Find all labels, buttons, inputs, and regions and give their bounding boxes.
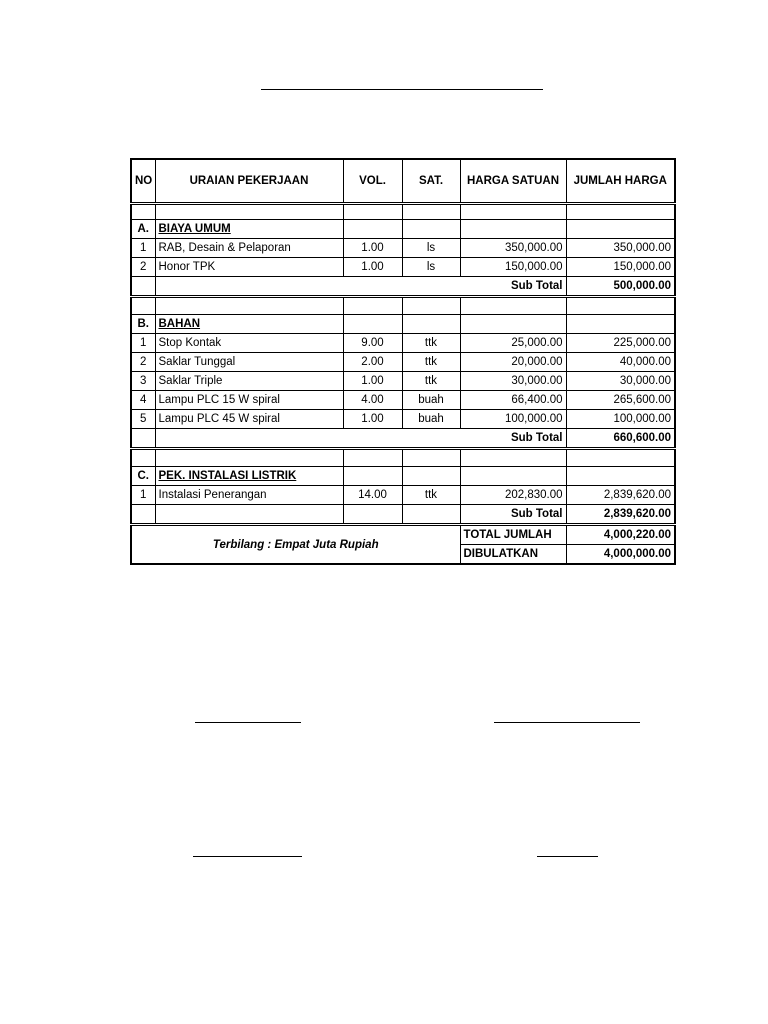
item-sat: ls	[402, 239, 460, 258]
item-no: 3	[131, 372, 155, 391]
cost-estimate-table	[130, 158, 676, 565]
header-uraian: URAIAN PEKERJAAN	[155, 159, 343, 204]
subtotal-label: Sub Total	[460, 505, 566, 525]
subtotal-value: 500,000.00	[566, 277, 675, 297]
section-letter: A.	[131, 220, 155, 239]
item-jumlah: 350,000.00	[566, 239, 675, 258]
table-row	[131, 410, 675, 429]
item-uraian: Saklar Tunggal	[155, 353, 343, 372]
table-header-row	[131, 159, 675, 204]
section-header-row	[131, 467, 675, 486]
item-sat: buah	[402, 391, 460, 410]
item-sat: ttk	[402, 334, 460, 353]
item-uraian: Saklar Triple	[155, 372, 343, 391]
header-vol: VOL.	[343, 159, 402, 204]
total-value: 4,000,220.00	[566, 525, 675, 545]
subtotal-row	[131, 277, 675, 297]
item-vol: 14.00	[343, 486, 402, 505]
item-harga: 25,000.00	[460, 334, 566, 353]
item-uraian: Honor TPK	[155, 258, 343, 277]
item-harga: 350,000.00	[460, 239, 566, 258]
header-jumlah-harga: JUMLAH HARGA	[566, 159, 675, 204]
section-header-row	[131, 220, 675, 239]
item-sat: ttk	[402, 486, 460, 505]
section-header-row	[131, 315, 675, 334]
item-no: 1	[131, 334, 155, 353]
table-row	[131, 258, 675, 277]
header-harga-satuan: HARGA SATUAN	[460, 159, 566, 204]
subtotal-row	[131, 429, 675, 449]
total-label: TOTAL JUMLAH	[460, 525, 566, 545]
table-row	[131, 239, 675, 258]
section-letter: C.	[131, 467, 155, 486]
table-row	[131, 334, 675, 353]
item-harga: 20,000.00	[460, 353, 566, 372]
item-vol: 1.00	[343, 410, 402, 429]
item-vol: 9.00	[343, 334, 402, 353]
signature-line-left-top	[195, 722, 301, 723]
spacer-row	[131, 449, 675, 467]
header-sat: SAT.	[402, 159, 460, 204]
signature-line-right-bottom	[537, 856, 598, 857]
spacer-row	[131, 297, 675, 315]
item-uraian: Instalasi Penerangan	[155, 486, 343, 505]
terbilang-text: Terbilang : Empat Juta Rupiah	[131, 525, 460, 565]
item-vol: 1.00	[343, 372, 402, 391]
subtotal-row	[131, 505, 675, 525]
section-title: PEK. INSTALASI LISTRIK	[155, 467, 343, 486]
item-no: 4	[131, 391, 155, 410]
title-underline	[261, 89, 543, 90]
item-vol: 1.00	[343, 239, 402, 258]
table-row	[131, 353, 675, 372]
subtotal-value: 2,839,620.00	[566, 505, 675, 525]
signature-line-right-top	[494, 722, 640, 723]
total-row	[131, 525, 675, 545]
table-row	[131, 391, 675, 410]
item-vol: 1.00	[343, 258, 402, 277]
header-no: NO	[131, 159, 155, 204]
item-no: 1	[131, 486, 155, 505]
rounded-label: DIBULATKAN	[460, 545, 566, 565]
section-title: BAHAN	[155, 315, 343, 334]
item-jumlah: 150,000.00	[566, 258, 675, 277]
table-row	[131, 372, 675, 391]
item-jumlah: 225,000.00	[566, 334, 675, 353]
item-sat: ttk	[402, 372, 460, 391]
section-letter: B.	[131, 315, 155, 334]
subtotal-label: Sub Total	[155, 277, 566, 297]
item-no: 2	[131, 258, 155, 277]
item-sat: buah	[402, 410, 460, 429]
item-uraian: Stop Kontak	[155, 334, 343, 353]
item-uraian: Lampu PLC 45 W spiral	[155, 410, 343, 429]
item-uraian: RAB, Desain & Pelaporan	[155, 239, 343, 258]
item-jumlah: 30,000.00	[566, 372, 675, 391]
item-harga: 66,400.00	[460, 391, 566, 410]
item-harga: 30,000.00	[460, 372, 566, 391]
item-sat: ls	[402, 258, 460, 277]
item-no: 5	[131, 410, 155, 429]
item-jumlah: 40,000.00	[566, 353, 675, 372]
item-no: 2	[131, 353, 155, 372]
item-harga: 150,000.00	[460, 258, 566, 277]
item-sat: ttk	[402, 353, 460, 372]
section-title: BIAYA UMUM	[155, 220, 343, 239]
spacer-row	[131, 204, 675, 220]
item-uraian: Lampu PLC 15 W spiral	[155, 391, 343, 410]
item-harga: 202,830.00	[460, 486, 566, 505]
signature-line-left-bottom	[193, 856, 302, 857]
item-vol: 2.00	[343, 353, 402, 372]
item-no: 1	[131, 239, 155, 258]
subtotal-value: 660,600.00	[566, 429, 675, 449]
table-row	[131, 486, 675, 505]
item-jumlah: 2,839,620.00	[566, 486, 675, 505]
item-jumlah: 100,000.00	[566, 410, 675, 429]
rounded-value: 4,000,000.00	[566, 545, 675, 565]
subtotal-label: Sub Total	[155, 429, 566, 449]
item-vol: 4.00	[343, 391, 402, 410]
item-harga: 100,000.00	[460, 410, 566, 429]
item-jumlah: 265,600.00	[566, 391, 675, 410]
